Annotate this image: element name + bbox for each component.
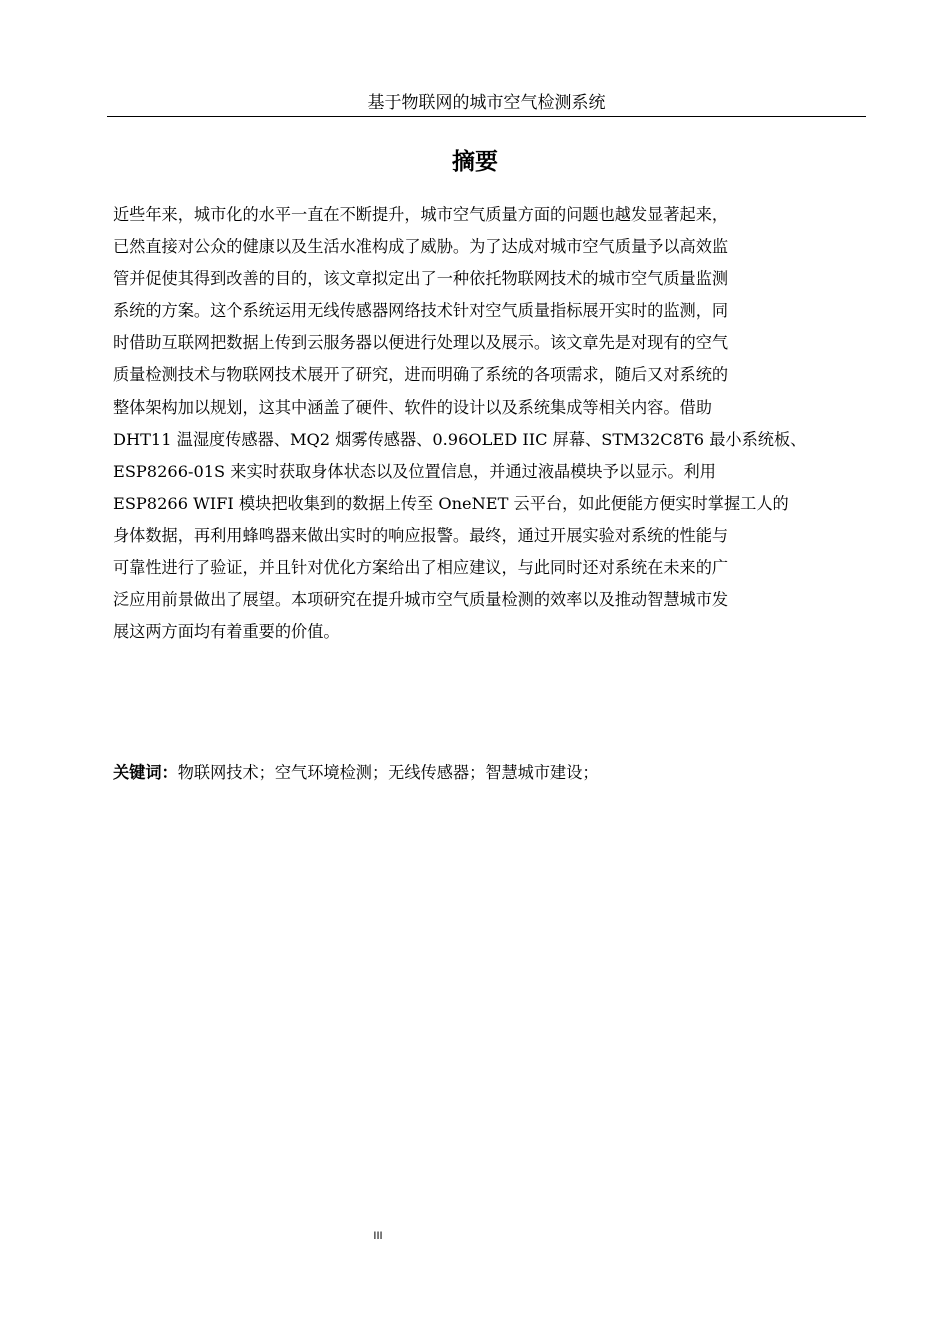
abstract-line: 质量检测技术与物联网技术展开了研究，进而明确了系统的各项需求，随后又对系统的 <box>113 365 729 385</box>
abstract-line: DHT11 温湿度传感器、MQ2 烟雾传感器、0.96OLED IIC 屏幕、STM32C8T6 最小系统板、 <box>113 429 807 449</box>
page-number: III <box>373 1230 383 1242</box>
keywords-label: 关键词： <box>113 763 178 782</box>
abstract-line: 近些年来，城市化的水平一直在不断提升，城市空气质量方面的问题也越发显著起来， <box>113 205 729 224</box>
abstract-line: 泛应用前景做出了展望。本项研究在提升城市空气质量检测的效率以及推动智慧城市发 <box>113 590 729 610</box>
abstract-line: 系统的方案。这个系统运用无线传感器网络技术针对空气质量指标展开实时的监测，同 <box>113 301 729 321</box>
running-header <box>107 92 866 117</box>
abstract-line: 已然直接对公众的健康以及生活水准构成了威胁。为了达成对城市空气质量予以高效监 <box>113 237 729 257</box>
abstract-title: 摘要 <box>452 149 498 175</box>
abstract-line: ESP8266-01S 来实时获取身体状态以及位置信息，并通过液晶模块予以显示。利用 <box>113 461 716 481</box>
keywords-text: 物联网技术；空气环境检测；无线传感器；智慧城市建设； <box>177 763 599 782</box>
abstract-body <box>113 199 858 648</box>
abstract-line: 整体架构加以规划，这其中涵盖了硬件、软件的设计以及系统集成等相关内容。借助 <box>113 397 712 417</box>
abstract-line: ESP8266 WIFI 模块把收集到的数据上传至 OneNET 云平台，如此便能方便实时掌握工人的 <box>113 493 789 513</box>
abstract-line: 展这两方面均有着重要的价值。 <box>113 622 340 642</box>
abstract-line: 身体数据，再利用蜂鸣器来做出实时的响应报警。最终，通过开展实验对系统的性能与 <box>113 525 729 545</box>
abstract-line: 可靠性进行了验证，并且针对优化方案给出了相应建议，与此同时还对系统在未来的广 <box>113 558 729 578</box>
running-title: 基于物联网的城市空气检测系统 <box>367 93 606 113</box>
abstract-line: 管并促使其得到改善的目的，该文章拟定出了一种依托物联网技术的城市空气质量监测 <box>113 269 729 289</box>
abstract-line: 时借助互联网把数据上传到云服务器以便进行处理以及展示。该文章先是对现有的空气 <box>113 333 729 353</box>
keywords <box>113 758 858 788</box>
